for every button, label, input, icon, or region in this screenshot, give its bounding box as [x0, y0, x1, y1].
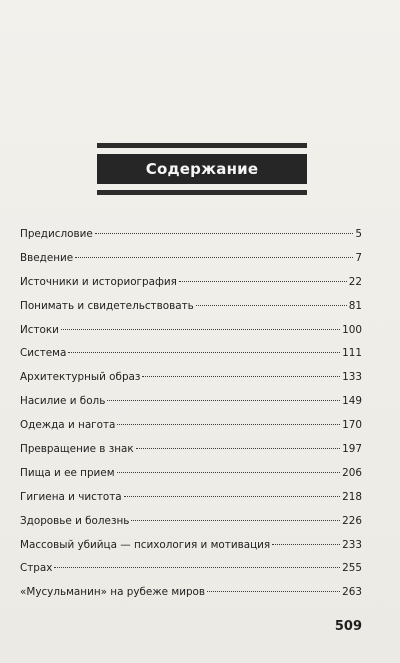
toc-dot-leader: [54, 567, 340, 568]
toc-entry: [20, 252, 362, 276]
toc-entry-page: 206: [342, 466, 362, 479]
toc-entry-page: 233: [342, 538, 362, 551]
toc-entry-page: 7: [355, 251, 362, 264]
toc-entry-page: 133: [342, 371, 362, 384]
toc-entry-title: Источники и историография: [20, 275, 177, 288]
toc-entry: [20, 276, 362, 300]
toc-entry-title: Насилие и боль: [20, 395, 106, 408]
toc-entry-title: Массовый убийца — психология и мотивация: [20, 538, 271, 551]
toc-entry: [20, 515, 362, 539]
toc-dot-leader: [142, 376, 340, 377]
toc-entry-title: «Мусульманин» на рубеже миров: [20, 586, 206, 599]
toc-entry-page: 218: [342, 490, 362, 503]
toc-entry-title: Здоровье и болезнь: [20, 514, 130, 527]
toc-entry-page: 226: [342, 514, 362, 527]
heading-bottom-rule: [97, 190, 307, 195]
heading-bar: [97, 154, 307, 184]
toc-dot-leader: [207, 591, 340, 592]
toc-entry: [20, 347, 362, 371]
toc-entry: [20, 395, 362, 419]
toc-entry: [20, 562, 362, 586]
toc-dot-leader: [131, 520, 340, 521]
toc-entry: [20, 371, 362, 395]
toc-dot-leader: [117, 424, 340, 425]
contents-heading-block: [97, 143, 307, 195]
toc-entry: [20, 586, 362, 610]
toc-dot-leader: [107, 400, 340, 401]
toc-entry: [20, 467, 362, 491]
toc-entry: [20, 539, 362, 563]
toc-entry-page: 170: [342, 419, 362, 432]
toc-entry-title: Система: [20, 347, 67, 360]
toc-entry-title: Предисловие: [20, 228, 93, 240]
toc-dot-leader: [61, 329, 340, 330]
toc-entry: [20, 300, 362, 324]
toc-entry: [20, 324, 362, 348]
toc-entry-title: Превращение в знак: [20, 443, 134, 456]
toc-dot-leader: [124, 496, 341, 497]
toc-entry-page: 5: [355, 228, 362, 240]
toc-entry-title: Гигиена и чистота: [20, 490, 122, 503]
toc-entry-page: 22: [348, 275, 362, 288]
toc-entry: [20, 443, 362, 467]
toc-entry-title: Пища и ее прием: [20, 466, 115, 479]
toc-entry-page: 149: [342, 395, 362, 408]
toc-entry: [20, 491, 362, 515]
toc-entry-title: Истоки: [20, 323, 59, 336]
toc-entry-title: Страх: [20, 562, 53, 575]
toc-dot-leader: [95, 233, 354, 234]
toc-dot-leader: [136, 448, 340, 449]
contents-heading: Содержание: [145, 160, 259, 178]
toc-entry: [20, 419, 362, 443]
toc-entry-title: Понимать и свидетельствовать: [20, 299, 194, 312]
toc-entry-page: 100: [342, 323, 362, 336]
toc-dot-leader: [196, 305, 347, 306]
toc-dot-leader: [179, 281, 347, 282]
table-of-contents: [20, 228, 362, 610]
toc-entry: [20, 228, 362, 252]
toc-entry-page: 81: [348, 299, 362, 312]
toc-dot-leader: [117, 472, 341, 473]
toc-entry-title: Архитектурный образ: [20, 371, 141, 384]
toc-entry-title: Одежда и нагота: [20, 419, 116, 432]
heading-top-rule: [97, 143, 307, 148]
toc-entry-page: 255: [342, 562, 362, 575]
toc-entry-page: 197: [342, 443, 362, 456]
toc-entry-title: Введение: [20, 251, 74, 264]
toc-dot-leader: [68, 352, 340, 353]
toc-dot-leader: [272, 544, 340, 545]
toc-dot-leader: [75, 257, 353, 258]
toc-entry-page: 263: [342, 586, 362, 599]
toc-entry-page: 111: [342, 347, 362, 360]
page-number: 509: [334, 619, 362, 634]
